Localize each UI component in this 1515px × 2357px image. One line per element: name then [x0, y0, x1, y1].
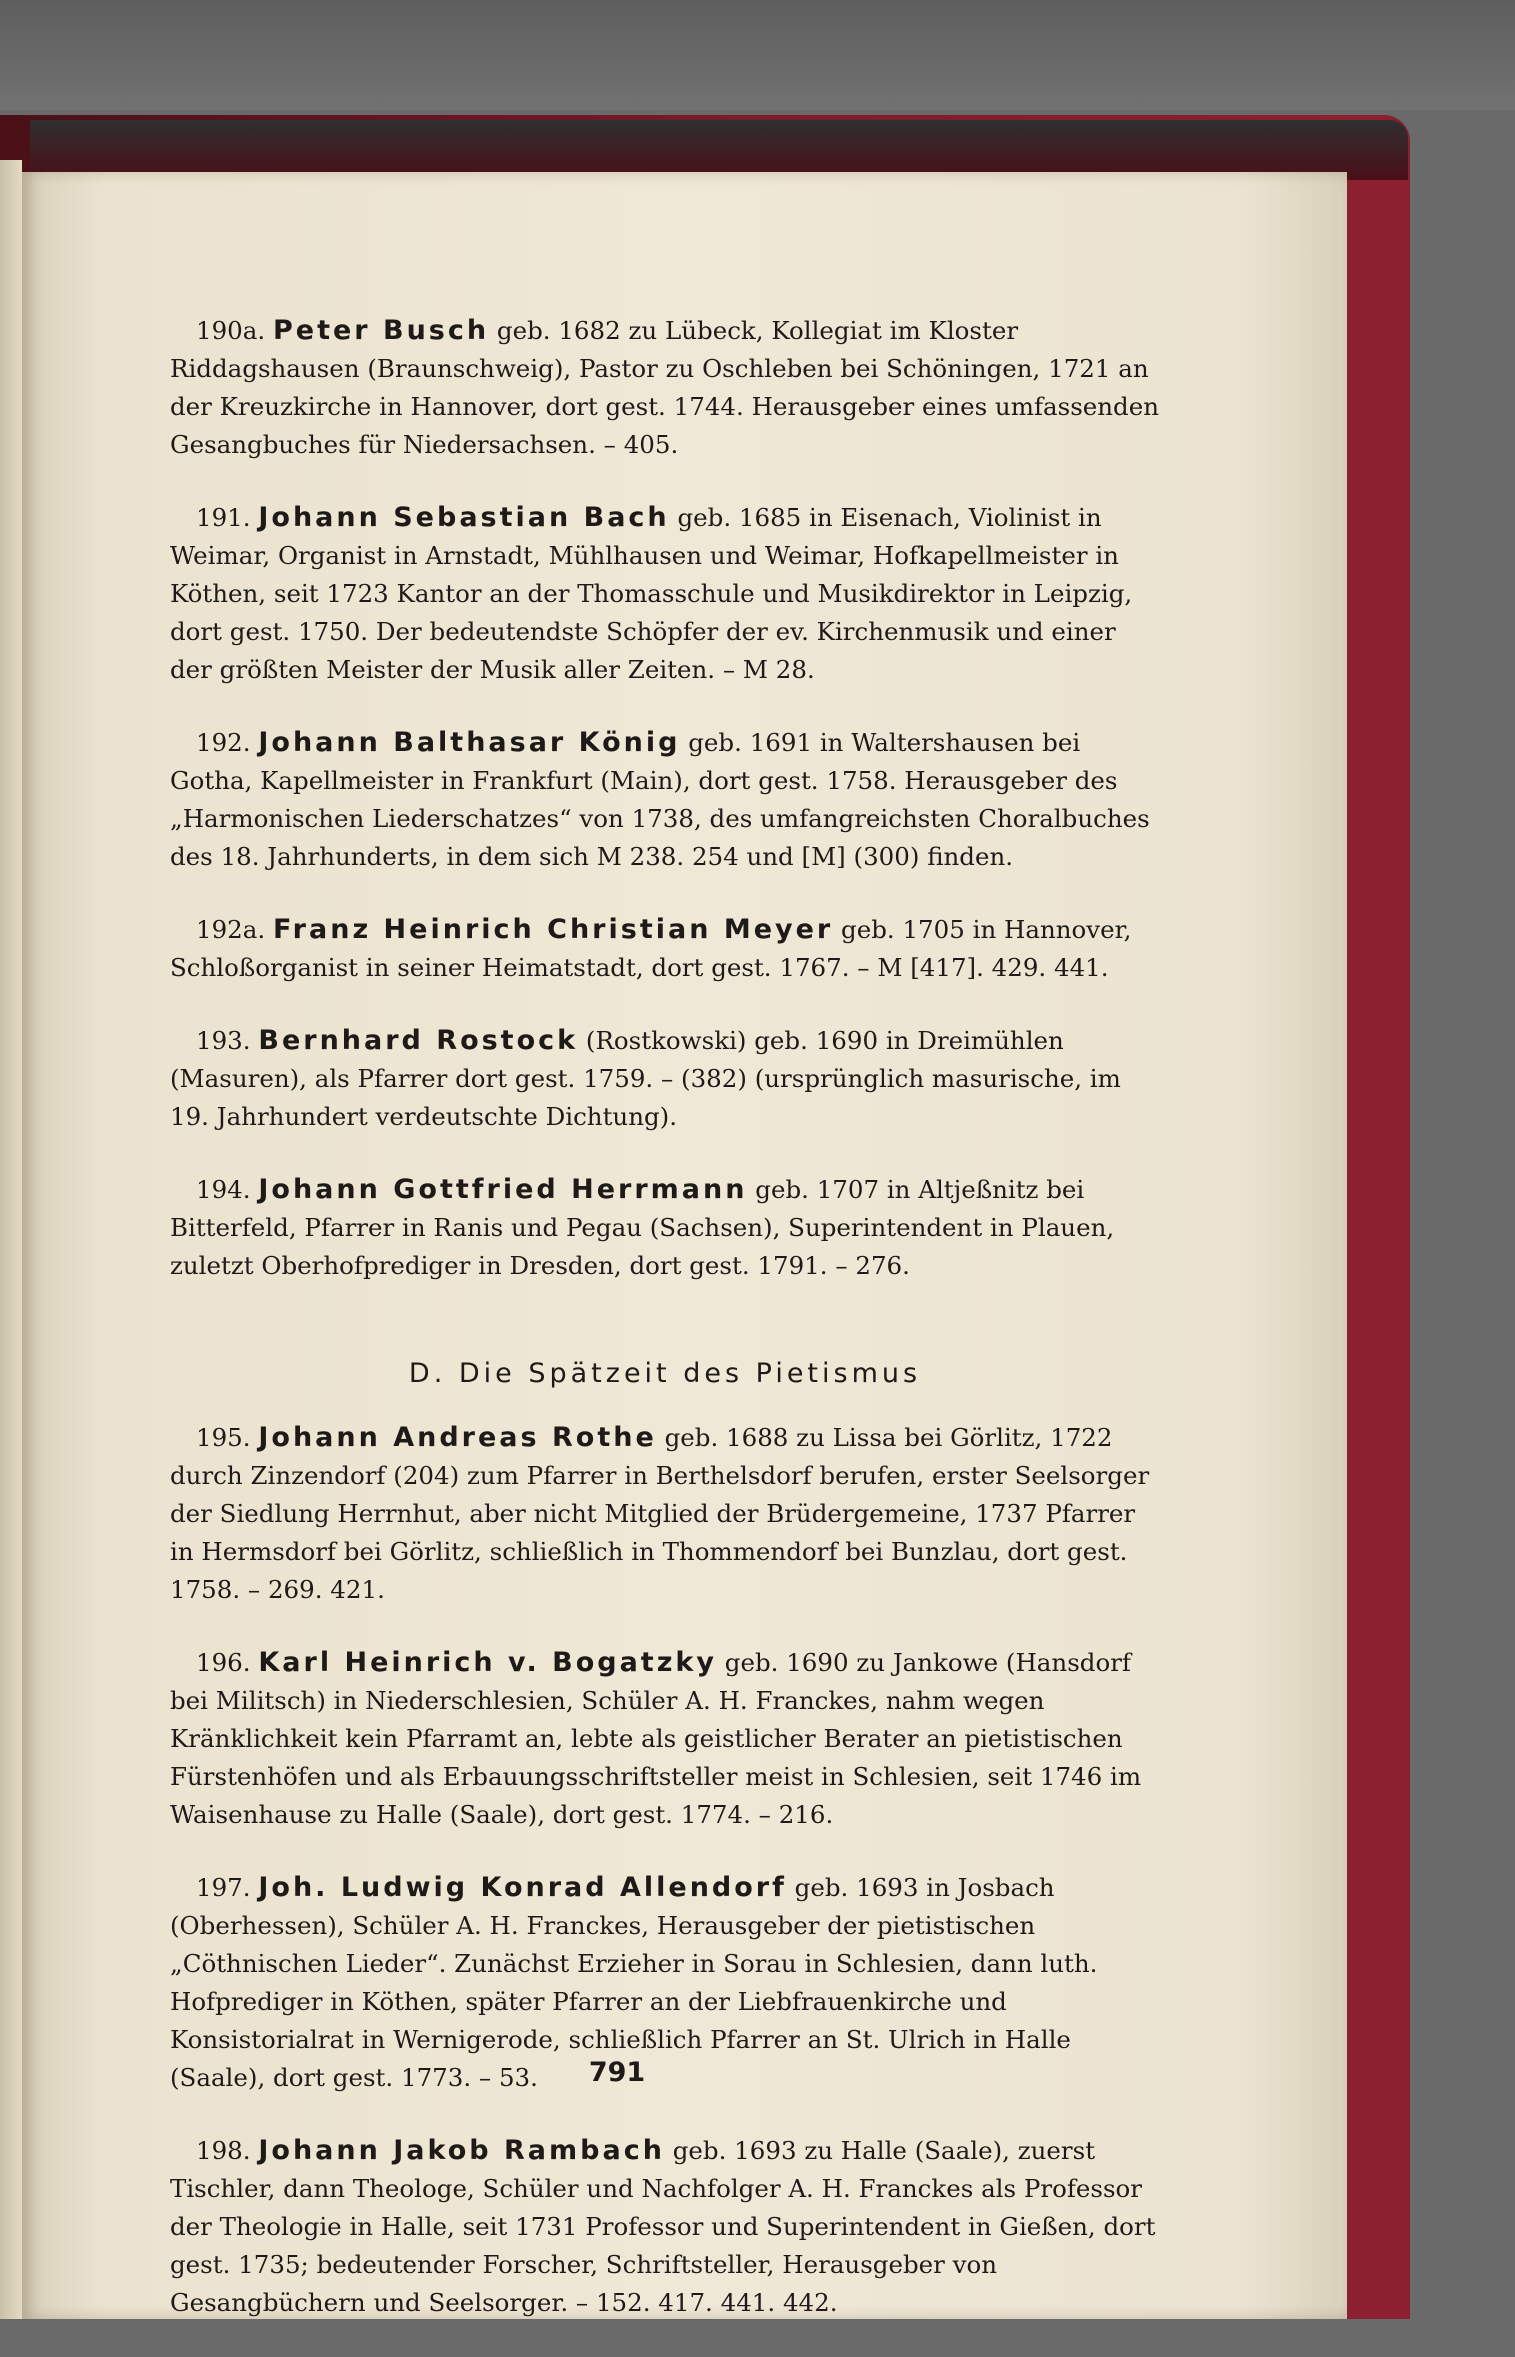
book-cover-edge: [30, 120, 1408, 180]
entry-number: 198.: [196, 2136, 251, 2165]
entry-name: Peter Busch: [272, 315, 490, 346]
entry-192: [170, 724, 1160, 876]
entry-number: 192.: [196, 728, 251, 757]
entry-name: Johann Andreas Rothe: [258, 1422, 657, 1453]
entry-text: geb. 1705 in Hannover, Schloßorganist in seiner Heimatstadt, dort gest. 1767. – M [417]. 429. 441.: [170, 915, 1132, 982]
entry-number: 191.: [196, 503, 251, 532]
background: [0, 0, 1515, 110]
entry-195: [170, 1419, 1160, 1609]
entry-number: 194.: [196, 1175, 251, 1204]
entry-number: 197.: [196, 1873, 251, 1902]
entry-text: geb. 1707 in Altjeßnitz bei Bitterfeld, Pfarrer in Ranis und Pegau (Sachsen), Superintendent in Plauen, zuletzt Oberhofprediger in Dresden, dort gest. 1791. – 276.: [170, 1175, 1115, 1280]
entry-text: geb. 1685 in Eisenach, Violinist in Weimar, Organist in Arnstadt, Mühlhausen und Weimar, Hofkapellmeister in Köthen, seit 1723 Kantor an der Thomasschule und Musikdirektor in Leipzig, dort gest. 1750. Der bedeutendste Schöpfer der ev. Kirchenmusik und einer der größten Meister der Musik aller Zeiten. – M 28.: [170, 503, 1133, 684]
entry-193: [170, 1022, 1160, 1136]
section-heading: D. Die Spätzeit des Pietismus: [408, 1358, 922, 1389]
entry-text: geb. 1693 zu Halle (Saale), zuerst Tischler, dann Theologe, Schüler und Nachfolger A. H. Franckes als Professor der Theologie in Halle, seit 1731 Professor und Superintendent in Gießen, dort gest. 1735; bedeutender Forscher, Schriftsteller, Herausgeber von Gesangbüchern und Seelsorger. – 152. 417. 441. 442.: [170, 2136, 1156, 2317]
entry-191: [170, 499, 1160, 689]
entry-text: geb. 1693 in Josbach (Oberhessen), Schüler A. H. Franckes, Herausgeber der pietistischen „Cöthnischen Lieder“. Zunächst Erzieher in Sorau in Schlesien, dann luth. Hofprediger in Köthen, später Pfarrer an der Liebfrauenkirche und Konsistorialrat in Wernigerode, schließlich Pfarrer an St. Ulrich in Halle (Saale), dort gest. 1773. – 53.: [170, 1873, 1098, 2092]
entry-name: Bernhard Rostock: [258, 1025, 579, 1056]
entry-name: Johann Jakob Rambach: [258, 2135, 665, 2166]
entry-number: 193.: [196, 1026, 251, 1055]
entry-192a: [170, 911, 1160, 987]
entry-198: [170, 2132, 1160, 2322]
entry-name: Johann Sebastian Bach: [258, 502, 670, 533]
entry-194: [170, 1171, 1160, 1285]
entry-number: 192a.: [196, 915, 266, 944]
entry-name: Joh. Ludwig Konrad Allendorf: [258, 1872, 787, 1903]
entry-number: 196.: [196, 1648, 251, 1677]
entry-number: 190a.: [196, 316, 266, 345]
entry-name: Johann Gottfried Herrmann: [258, 1174, 748, 1205]
entry-text: (Rostkowski) geb. 1690 in Dreimühlen (Masuren), als Pfarrer dort gest. 1759. – (382) (ursprünglich masurische, im 19. Jahrhundert verdeutschte Dichtung).: [170, 1026, 1121, 1131]
entry-name: Franz Heinrich Christian Meyer: [272, 914, 834, 945]
entry-text: geb. 1690 zu Jankowe (Hansdorf bei Militsch) in Niederschlesien, Schüler A. H. Franckes, nahm wegen Kränklichkeit kein Pfarramt an, lebte als geistlicher Berater an pietistischen Fürstenhöfen und als Erbauungsschriftsteller meist in Schlesien, seit 1746 im Waisenhause zu Halle (Saale), dort gest. 1774. – 216.: [170, 1648, 1142, 1829]
entry-name: Karl Heinrich v. Bogatzky: [258, 1647, 717, 1678]
entry-text: geb. 1688 zu Lissa bei Görlitz, 1722 durch Zinzendorf (204) zum Pfarrer in Berthelsdorf berufen, erster Seelsorger der Siedlung Herrnhut, aber nicht Mitglied der Brüdergemeine, 1737 Pfarrer in Hermsdorf bei Görlitz, schließlich in Thommendorf bei Bunzlau, dort gest. 1758. – 269. 421.: [170, 1423, 1150, 1604]
entry-196: [170, 1644, 1160, 1834]
page-text: [170, 312, 1160, 2357]
entry-text: geb. 1682 zu Lübeck, Kollegiat im Kloster Riddagshausen (Braunschweig), Pastor zu Oschleben bei Schöningen, 1721 an der Kreuzkirche in Hannover, dort gest. 1744. Herausgeber eines umfassenden Gesangbuches für Niedersachsen. – 405.: [170, 316, 1160, 459]
page-number: 791: [588, 2057, 646, 2088]
entry-190a: [170, 312, 1160, 464]
book-page: [22, 172, 1347, 2319]
previous-page-edge: [0, 160, 22, 2319]
entry-text: geb. 1691 in Waltershausen bei Gotha, Kapellmeister in Frankfurt (Main), dort gest. 1758. Herausgeber des „Harmonischen Liederschatzes“ von 1738, des umfangreichsten Choralbuches des 18. Jahrhunderts, in dem sich M 238. 254 und [M] (300) finden.: [170, 728, 1150, 871]
entry-number: 195.: [196, 1423, 251, 1452]
entry-name: Johann Balthasar König: [258, 727, 681, 758]
